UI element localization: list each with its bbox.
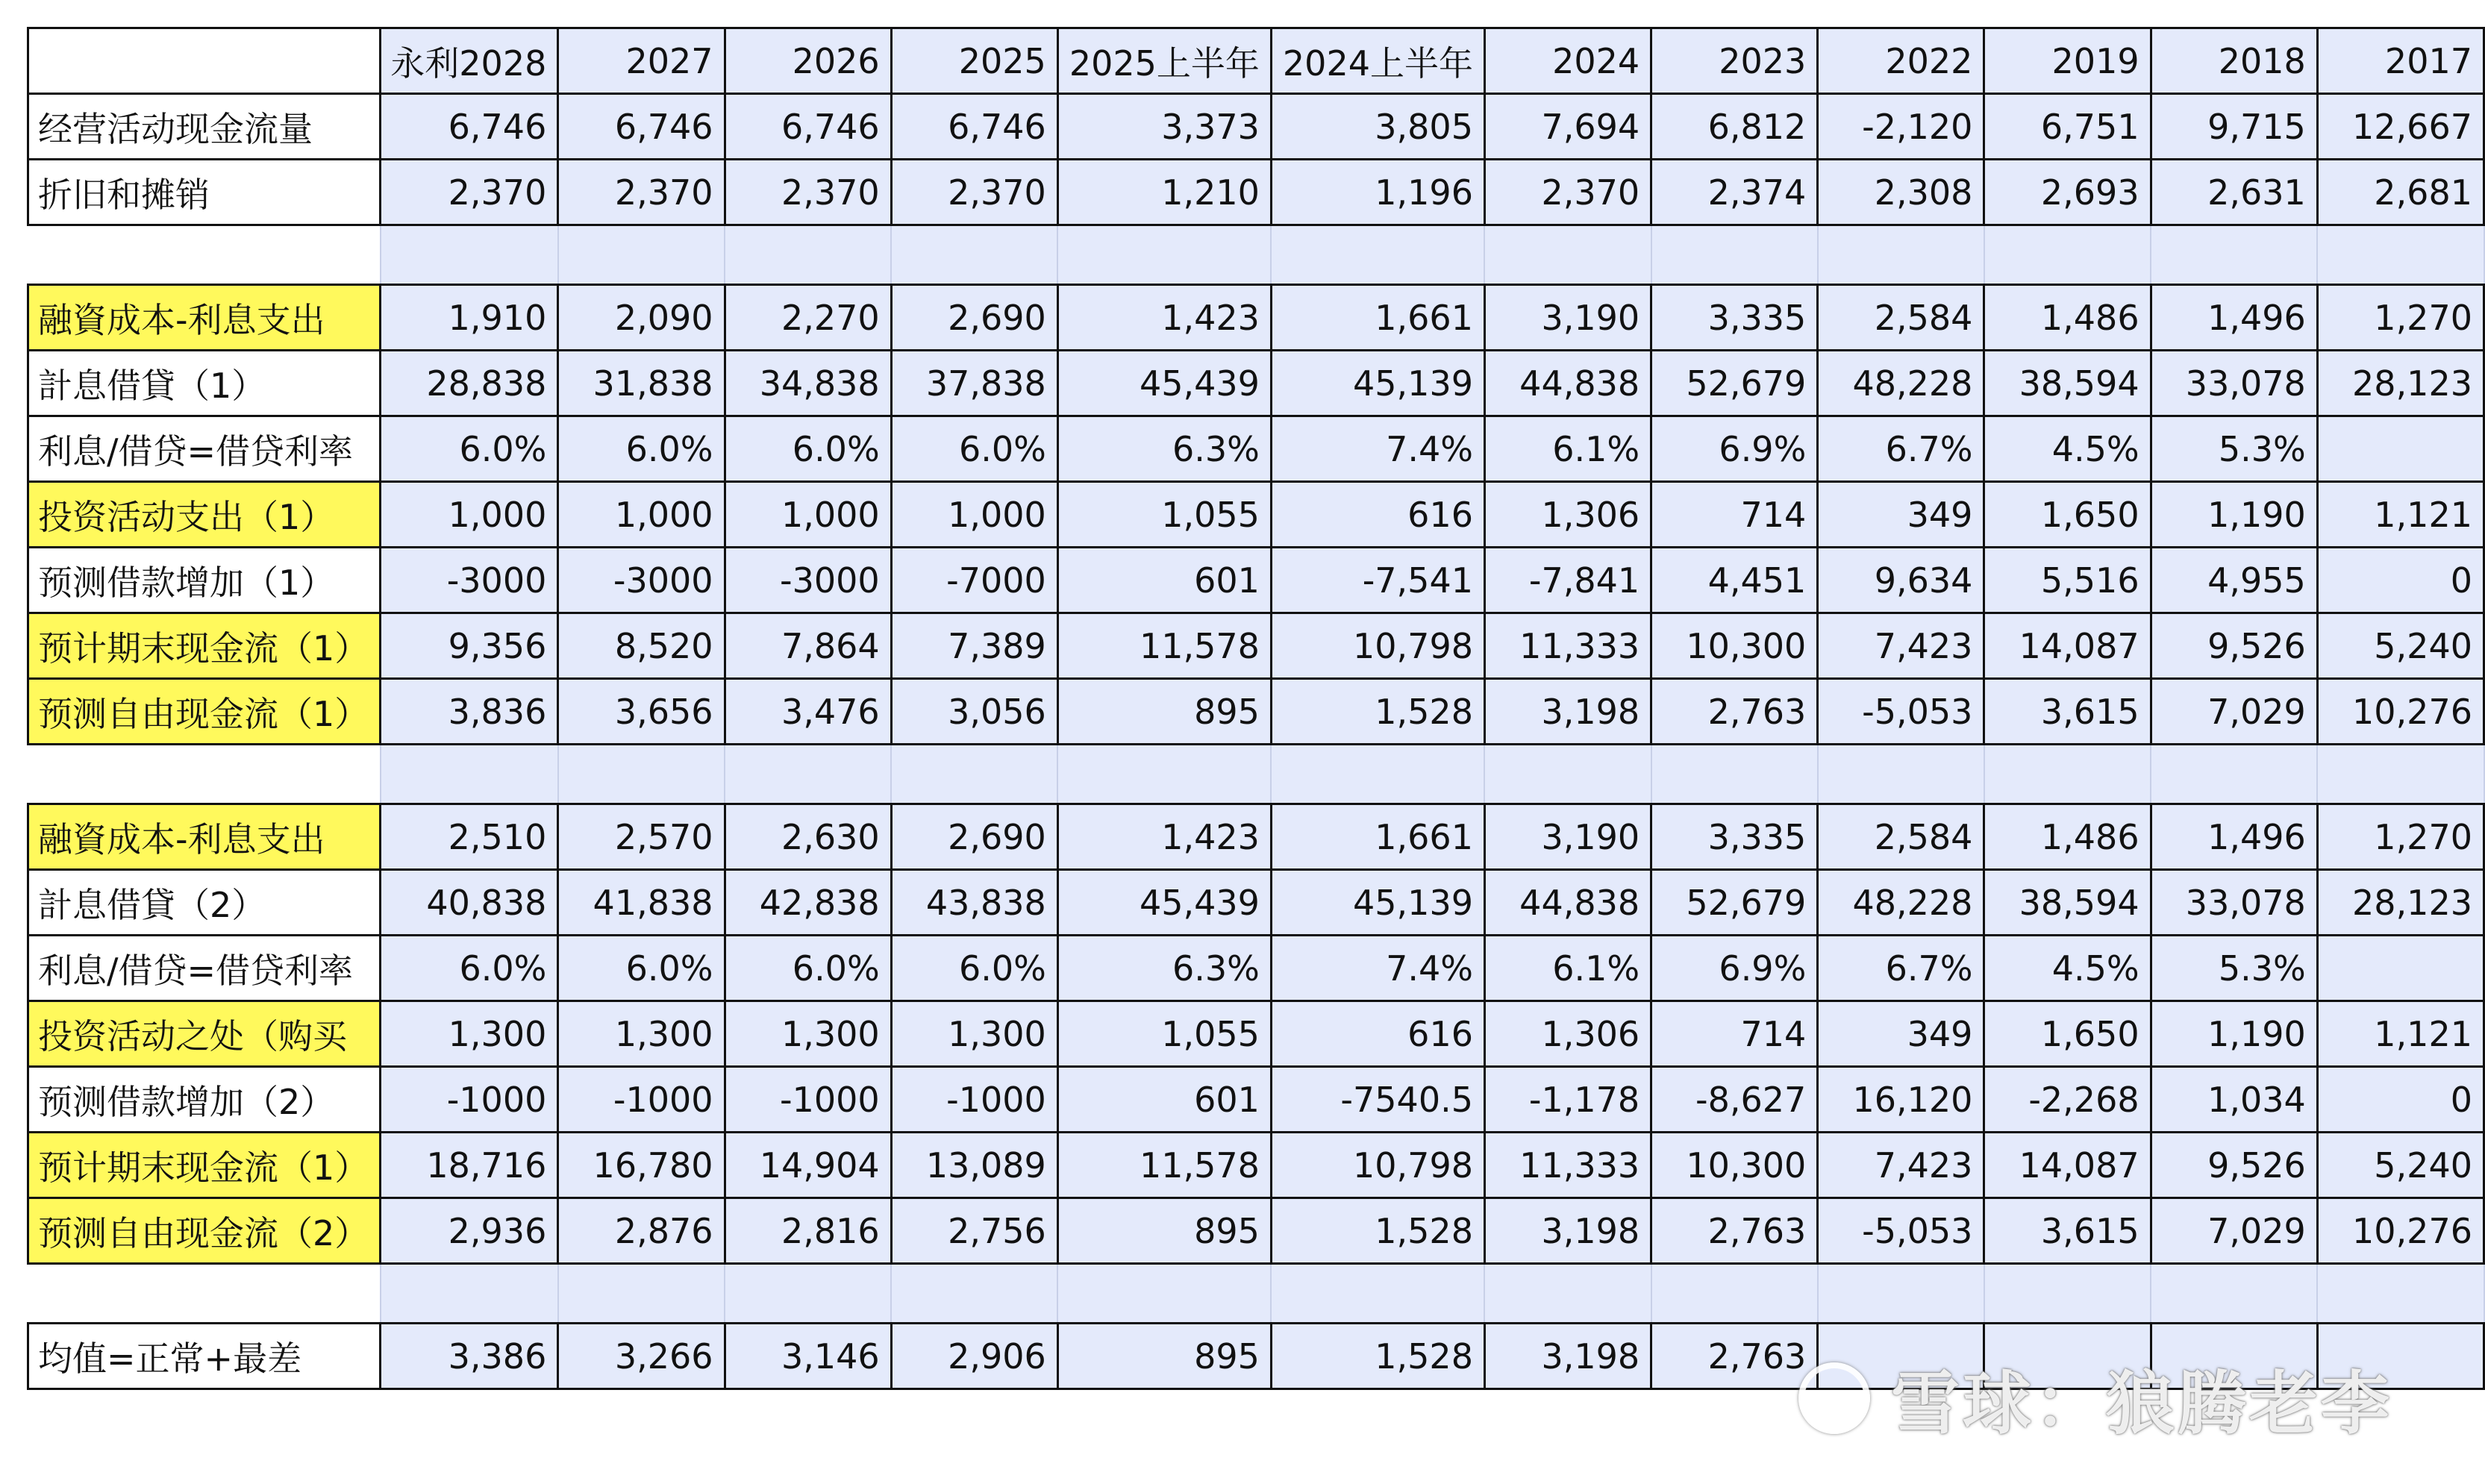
value-cell[interactable]: 7,029 xyxy=(2151,679,2317,745)
value-cell[interactable]: 6.0% xyxy=(558,936,725,1001)
watermark-separator: ： xyxy=(2034,1364,2107,1444)
value-cell[interactable]: -7000 xyxy=(891,548,1057,613)
value-cell[interactable]: 10,798 xyxy=(1271,613,1484,679)
value-cell[interactable]: 2,763 xyxy=(1651,1198,1818,1264)
empty-cell[interactable] xyxy=(1984,1264,2151,1324)
value-cell[interactable]: 2,584 xyxy=(1818,804,1984,870)
empty-cell[interactable] xyxy=(1271,225,1484,285)
value-cell[interactable]: 3,615 xyxy=(1984,1198,2151,1264)
value-cell[interactable]: 3,198 xyxy=(1484,1198,1651,1264)
value-cell[interactable]: 6.0% xyxy=(725,936,891,1001)
value-cell[interactable]: 38,594 xyxy=(1984,351,2151,416)
value-cell[interactable]: 7,389 xyxy=(891,613,1057,679)
empty-cell[interactable] xyxy=(28,1264,381,1324)
empty-cell[interactable] xyxy=(381,745,558,804)
value-cell[interactable]: 9,526 xyxy=(2151,1133,2317,1198)
value-cell[interactable]: 349 xyxy=(1818,1001,1984,1067)
value-cell[interactable]: 3,805 xyxy=(1271,94,1484,160)
value-cell[interactable]: 1,000 xyxy=(725,482,891,548)
value-cell[interactable]: 2,370 xyxy=(1484,160,1651,225)
value-cell[interactable]: 16,120 xyxy=(1818,1067,1984,1133)
value-cell[interactable]: 3,198 xyxy=(1484,1324,1651,1389)
value-cell[interactable]: 5.3% xyxy=(2151,416,2317,482)
value-cell[interactable]: 3,056 xyxy=(891,679,1057,745)
value-cell[interactable]: 2,370 xyxy=(891,160,1057,225)
value-cell[interactable]: 2,756 xyxy=(891,1198,1057,1264)
value-cell[interactable]: 8,520 xyxy=(558,613,725,679)
row-label[interactable]: 利息/借贷=借贷利率 xyxy=(28,936,381,1001)
blank-row xyxy=(28,745,2484,804)
empty-cell[interactable] xyxy=(1057,745,1271,804)
value-cell[interactable]: 2,308 xyxy=(1818,160,1984,225)
value-cell[interactable]: 6.0% xyxy=(891,416,1057,482)
value-cell[interactable]: 2,370 xyxy=(725,160,891,225)
empty-cell[interactable] xyxy=(558,225,725,285)
value-cell[interactable]: 9,715 xyxy=(2151,94,2317,160)
value-cell[interactable]: 616 xyxy=(1271,1001,1484,1067)
value-cell[interactable]: -3000 xyxy=(725,548,891,613)
column-header[interactable]: 2024 xyxy=(1484,28,1651,94)
column-header[interactable]: 2023 xyxy=(1651,28,1818,94)
value-cell[interactable]: 2,370 xyxy=(558,160,725,225)
value-cell[interactable]: 42,838 xyxy=(725,870,891,936)
value-cell[interactable]: 11,578 xyxy=(1057,1133,1271,1198)
value-cell[interactable]: 3,373 xyxy=(1057,94,1271,160)
value-cell[interactable]: 2,906 xyxy=(891,1324,1057,1389)
value-cell[interactable]: 5,240 xyxy=(2317,1133,2484,1198)
watermark xyxy=(1798,1349,2392,1447)
empty-cell[interactable] xyxy=(1651,225,1818,285)
value-cell[interactable]: -3000 xyxy=(558,548,725,613)
empty-cell[interactable] xyxy=(2317,745,2484,804)
value-cell[interactable]: 6.7% xyxy=(1818,416,1984,482)
value-cell[interactable]: 1,055 xyxy=(1057,482,1271,548)
value-cell[interactable]: 6.3% xyxy=(1057,416,1271,482)
table-row xyxy=(28,1001,2484,1067)
row-label[interactable]: 预测自由现金流（2） xyxy=(28,1198,381,1264)
value-cell[interactable]: 895 xyxy=(1057,679,1271,745)
value-cell[interactable]: 601 xyxy=(1057,1067,1271,1133)
empty-cell[interactable] xyxy=(2151,745,2317,804)
value-cell[interactable]: 1,423 xyxy=(1057,285,1271,351)
table-row xyxy=(28,870,2484,936)
value-cell[interactable]: 3,146 xyxy=(725,1324,891,1389)
value-cell[interactable]: 1,300 xyxy=(725,1001,891,1067)
value-cell[interactable]: 37,838 xyxy=(891,351,1057,416)
value-cell[interactable]: 6,751 xyxy=(1984,94,2151,160)
value-cell[interactable]: 1,300 xyxy=(558,1001,725,1067)
value-cell[interactable]: 3,190 xyxy=(1484,804,1651,870)
value-cell[interactable]: 1,661 xyxy=(1271,285,1484,351)
value-cell[interactable]: 10,276 xyxy=(2317,1198,2484,1264)
empty-cell[interactable] xyxy=(725,745,891,804)
value-cell[interactable]: 3,386 xyxy=(381,1324,558,1389)
value-cell[interactable]: -7,541 xyxy=(1271,548,1484,613)
value-cell[interactable]: 2,630 xyxy=(725,804,891,870)
value-cell[interactable]: 1,034 xyxy=(2151,1067,2317,1133)
value-cell[interactable]: 10,276 xyxy=(2317,679,2484,745)
empty-cell[interactable] xyxy=(725,225,891,285)
empty-cell[interactable] xyxy=(1984,745,2151,804)
value-cell[interactable]: 1,270 xyxy=(2317,804,2484,870)
empty-cell[interactable] xyxy=(2151,1264,2317,1324)
empty-cell[interactable] xyxy=(558,745,725,804)
value-cell[interactable]: 1,496 xyxy=(2151,804,2317,870)
row-label[interactable]: 预测借款增加（1） xyxy=(28,548,381,613)
value-cell[interactable]: 6.0% xyxy=(725,416,891,482)
value-cell[interactable]: 4,451 xyxy=(1651,548,1818,613)
value-cell[interactable]: 6.0% xyxy=(558,416,725,482)
table-row xyxy=(28,804,2484,870)
table-row xyxy=(28,351,2484,416)
value-cell[interactable]: 1,910 xyxy=(381,285,558,351)
value-cell[interactable]: -7540.5 xyxy=(1271,1067,1484,1133)
value-cell[interactable]: -1000 xyxy=(891,1067,1057,1133)
empty-cell[interactable] xyxy=(891,745,1057,804)
value-cell[interactable]: 1,300 xyxy=(891,1001,1057,1067)
value-cell[interactable]: 1,650 xyxy=(1984,482,2151,548)
column-header[interactable]: 2025 xyxy=(891,28,1057,94)
value-cell[interactable]: 45,139 xyxy=(1271,870,1484,936)
value-cell[interactable]: 6.0% xyxy=(381,936,558,1001)
value-cell[interactable]: 31,838 xyxy=(558,351,725,416)
value-cell[interactable]: 2,681 xyxy=(2317,160,2484,225)
value-cell[interactable]: 895 xyxy=(1057,1198,1271,1264)
column-header[interactable]: 2025上半年 xyxy=(1057,28,1271,94)
value-cell[interactable]: 1,650 xyxy=(1984,1001,2151,1067)
empty-cell[interactable] xyxy=(1818,745,1984,804)
value-cell[interactable]: 28,123 xyxy=(2317,870,2484,936)
value-cell[interactable]: 2,763 xyxy=(1651,679,1818,745)
row-label[interactable]: 投资活动支出（1） xyxy=(28,482,381,548)
value-cell[interactable]: 11,333 xyxy=(1484,613,1651,679)
value-cell[interactable]: 2,570 xyxy=(558,804,725,870)
empty-cell[interactable] xyxy=(2317,225,2484,285)
value-cell[interactable]: 7.4% xyxy=(1271,416,1484,482)
table-row xyxy=(28,613,2484,679)
value-cell[interactable]: 3,198 xyxy=(1484,679,1651,745)
value-cell[interactable]: 7,423 xyxy=(1818,613,1984,679)
value-cell[interactable]: 7,694 xyxy=(1484,94,1651,160)
empty-cell[interactable] xyxy=(1651,1264,1818,1324)
column-header[interactable]: 永利2028 xyxy=(381,28,558,94)
value-cell[interactable]: 3,615 xyxy=(1984,679,2151,745)
value-cell[interactable]: -5,053 xyxy=(1818,679,1984,745)
row-label[interactable]: 投资活动之处（购买 xyxy=(28,1001,381,1067)
value-cell[interactable]: 2,374 xyxy=(1651,160,1818,225)
value-cell[interactable] xyxy=(2317,416,2484,482)
value-cell[interactable]: 41,838 xyxy=(558,870,725,936)
value-cell[interactable]: 2,690 xyxy=(891,804,1057,870)
value-cell[interactable]: 6.1% xyxy=(1484,936,1651,1001)
snowball-logo-icon xyxy=(1798,1362,1870,1434)
value-cell[interactable]: 38,594 xyxy=(1984,870,2151,936)
value-cell[interactable]: 2,270 xyxy=(725,285,891,351)
value-cell[interactable]: 3,266 xyxy=(558,1324,725,1389)
empty-cell[interactable] xyxy=(1271,745,1484,804)
value-cell[interactable]: 6.1% xyxy=(1484,416,1651,482)
corner-cell[interactable] xyxy=(28,28,381,94)
blank-row xyxy=(28,225,2484,285)
value-cell[interactable]: 2,370 xyxy=(381,160,558,225)
value-cell[interactable]: 6,746 xyxy=(725,94,891,160)
table-row xyxy=(28,936,2484,1001)
value-cell[interactable]: 13,089 xyxy=(891,1133,1057,1198)
value-cell[interactable]: -2,268 xyxy=(1984,1067,2151,1133)
value-cell[interactable]: 14,087 xyxy=(1984,613,2151,679)
value-cell[interactable]: 4.5% xyxy=(1984,936,2151,1001)
row-label[interactable]: 折旧和摊销 xyxy=(28,160,381,225)
value-cell[interactable]: 6,746 xyxy=(891,94,1057,160)
value-cell[interactable]: 6.9% xyxy=(1651,936,1818,1001)
value-cell[interactable]: 2,690 xyxy=(891,285,1057,351)
empty-cell[interactable] xyxy=(1818,1264,1984,1324)
value-cell[interactable]: 2,816 xyxy=(725,1198,891,1264)
empty-cell[interactable] xyxy=(381,225,558,285)
value-cell[interactable]: 5.3% xyxy=(2151,936,2317,1001)
value-cell[interactable]: 1,270 xyxy=(2317,285,2484,351)
row-label[interactable]: 融資成本-利息支出 xyxy=(28,804,381,870)
value-cell[interactable]: 45,439 xyxy=(1057,351,1271,416)
value-cell[interactable]: 7,864 xyxy=(725,613,891,679)
empty-cell[interactable] xyxy=(1818,225,1984,285)
value-cell[interactable]: 1,306 xyxy=(1484,1001,1651,1067)
value-cell[interactable]: 52,679 xyxy=(1651,870,1818,936)
value-cell[interactable]: 1,300 xyxy=(381,1001,558,1067)
value-cell[interactable]: 45,139 xyxy=(1271,351,1484,416)
empty-cell[interactable] xyxy=(2151,225,2317,285)
value-cell[interactable]: 895 xyxy=(1057,1324,1271,1389)
value-cell[interactable]: 6,812 xyxy=(1651,94,1818,160)
empty-cell[interactable] xyxy=(381,1264,558,1324)
value-cell[interactable]: 1,528 xyxy=(1271,679,1484,745)
value-cell[interactable]: 43,838 xyxy=(891,870,1057,936)
row-label[interactable]: 均值=正常+最差 xyxy=(28,1324,381,1389)
value-cell[interactable]: -1,178 xyxy=(1484,1067,1651,1133)
value-cell[interactable]: 44,838 xyxy=(1484,870,1651,936)
value-cell[interactable]: -5,053 xyxy=(1818,1198,1984,1264)
value-cell[interactable]: 16,780 xyxy=(558,1133,725,1198)
value-cell[interactable]: 14,087 xyxy=(1984,1133,2151,1198)
column-header[interactable]: 2027 xyxy=(558,28,725,94)
value-cell[interactable]: 1,423 xyxy=(1057,804,1271,870)
value-cell[interactable]: 3,836 xyxy=(381,679,558,745)
value-cell[interactable]: 714 xyxy=(1651,482,1818,548)
value-cell[interactable]: -1000 xyxy=(558,1067,725,1133)
column-header[interactable]: 2018 xyxy=(2151,28,2317,94)
empty-cell[interactable] xyxy=(725,1264,891,1324)
row-label[interactable]: 計息借貸（2） xyxy=(28,870,381,936)
value-cell[interactable]: 6,746 xyxy=(381,94,558,160)
value-cell[interactable] xyxy=(2317,936,2484,1001)
value-cell[interactable]: 2,936 xyxy=(381,1198,558,1264)
watermark-brand: 雪球 xyxy=(1891,1364,2035,1444)
empty-cell[interactable] xyxy=(891,225,1057,285)
value-cell[interactable]: 0 xyxy=(2317,1067,2484,1133)
value-cell[interactable]: 1,121 xyxy=(2317,482,2484,548)
value-cell[interactable]: 1,055 xyxy=(1057,1001,1271,1067)
watermark-author: 狼腾老李 xyxy=(2106,1364,2393,1444)
column-header[interactable]: 2024上半年 xyxy=(1271,28,1484,94)
value-cell[interactable]: 33,078 xyxy=(2151,351,2317,416)
value-cell[interactable]: -3000 xyxy=(381,548,558,613)
value-cell[interactable]: 52,679 xyxy=(1651,351,1818,416)
row-label[interactable]: 预测借款增加（2） xyxy=(28,1067,381,1133)
value-cell[interactable]: 1,190 xyxy=(2151,1001,2317,1067)
value-cell[interactable]: 9,634 xyxy=(1818,548,1984,613)
empty-cell[interactable] xyxy=(1484,745,1651,804)
value-cell[interactable]: 9,356 xyxy=(381,613,558,679)
value-cell[interactable]: 9,526 xyxy=(2151,613,2317,679)
value-cell[interactable]: 6.7% xyxy=(1818,936,1984,1001)
column-header[interactable]: 2017 xyxy=(2317,28,2484,94)
value-cell[interactable]: 2,876 xyxy=(558,1198,725,1264)
value-cell[interactable]: 7.4% xyxy=(1271,936,1484,1001)
value-cell[interactable]: 1,528 xyxy=(1271,1198,1484,1264)
row-label[interactable]: 预测自由现金流（1） xyxy=(28,679,381,745)
table-row xyxy=(28,679,2484,745)
value-cell[interactable]: 349 xyxy=(1818,482,1984,548)
value-cell[interactable]: 1,486 xyxy=(1984,804,2151,870)
value-cell[interactable]: 2,763 xyxy=(1651,1324,1818,1389)
table-row xyxy=(28,1067,2484,1133)
value-cell[interactable]: 48,228 xyxy=(1818,351,1984,416)
value-cell[interactable]: 7,423 xyxy=(1818,1133,1984,1198)
value-cell[interactable]: 10,798 xyxy=(1271,1133,1484,1198)
table-row xyxy=(28,482,2484,548)
value-cell[interactable]: 14,904 xyxy=(725,1133,891,1198)
empty-cell[interactable] xyxy=(28,745,381,804)
value-cell[interactable]: 48,228 xyxy=(1818,870,1984,936)
value-cell[interactable]: 5,240 xyxy=(2317,613,2484,679)
value-cell[interactable]: 7,029 xyxy=(2151,1198,2317,1264)
value-cell[interactable]: 45,439 xyxy=(1057,870,1271,936)
value-cell[interactable]: 1,486 xyxy=(1984,285,2151,351)
value-cell[interactable]: 2,631 xyxy=(2151,160,2317,225)
value-cell[interactable]: 0 xyxy=(2317,548,2484,613)
value-cell[interactable]: 12,667 xyxy=(2317,94,2484,160)
value-cell[interactable]: 2,693 xyxy=(1984,160,2151,225)
value-cell[interactable]: 6.9% xyxy=(1651,416,1818,482)
value-cell[interactable]: 1,496 xyxy=(2151,285,2317,351)
value-cell[interactable]: 2,090 xyxy=(558,285,725,351)
column-header[interactable]: 2019 xyxy=(1984,28,2151,94)
table-row xyxy=(28,94,2484,160)
value-cell[interactable]: 1,000 xyxy=(381,482,558,548)
row-label[interactable]: 预计期末现金流（1） xyxy=(28,1133,381,1198)
value-cell[interactable]: 40,838 xyxy=(381,870,558,936)
value-cell[interactable]: 6.0% xyxy=(381,416,558,482)
value-cell[interactable]: 1,210 xyxy=(1057,160,1271,225)
value-cell[interactable]: 1,528 xyxy=(1271,1324,1484,1389)
empty-cell[interactable] xyxy=(1057,1264,1271,1324)
value-cell[interactable]: 6,746 xyxy=(558,94,725,160)
value-cell[interactable]: 11,578 xyxy=(1057,613,1271,679)
value-cell[interactable]: 1,000 xyxy=(891,482,1057,548)
header-row xyxy=(28,28,2484,94)
value-cell[interactable]: -2,120 xyxy=(1818,94,1984,160)
row-label[interactable]: 利息/借贷=借贷利率 xyxy=(28,416,381,482)
value-cell[interactable]: -8,627 xyxy=(1651,1067,1818,1133)
value-cell[interactable]: 1,196 xyxy=(1271,160,1484,225)
table-row xyxy=(28,1133,2484,1198)
row-label[interactable]: 融資成本-利息支出 xyxy=(28,285,381,351)
blank-row xyxy=(28,1264,2484,1324)
value-cell[interactable]: 33,078 xyxy=(2151,870,2317,936)
value-cell[interactable]: 6.0% xyxy=(891,936,1057,1001)
column-header[interactable]: 2026 xyxy=(725,28,891,94)
value-cell[interactable]: 3,476 xyxy=(725,679,891,745)
empty-cell[interactable] xyxy=(28,225,381,285)
value-cell[interactable]: 1,306 xyxy=(1484,482,1651,548)
column-header[interactable]: 2022 xyxy=(1818,28,1984,94)
empty-cell[interactable] xyxy=(1484,1264,1651,1324)
value-cell[interactable]: 10,300 xyxy=(1651,613,1818,679)
empty-cell[interactable] xyxy=(2317,1264,2484,1324)
table-row xyxy=(28,1198,2484,1264)
value-cell[interactable]: 3,335 xyxy=(1651,804,1818,870)
value-cell[interactable]: 28,123 xyxy=(2317,351,2484,416)
value-cell[interactable]: 18,716 xyxy=(381,1133,558,1198)
value-cell[interactable]: 3,335 xyxy=(1651,285,1818,351)
value-cell[interactable]: 616 xyxy=(1271,482,1484,548)
empty-cell[interactable] xyxy=(1984,225,2151,285)
empty-cell[interactable] xyxy=(1271,1264,1484,1324)
spreadsheet-table xyxy=(27,27,2485,1390)
row-label[interactable]: 预计期末现金流（1） xyxy=(28,613,381,679)
row-label[interactable]: 計息借貸（1） xyxy=(28,351,381,416)
value-cell[interactable]: 5,516 xyxy=(1984,548,2151,613)
value-cell[interactable]: 1,121 xyxy=(2317,1001,2484,1067)
value-cell[interactable]: 1,190 xyxy=(2151,482,2317,548)
value-cell[interactable]: 10,300 xyxy=(1651,1133,1818,1198)
table-row xyxy=(28,416,2484,482)
empty-cell[interactable] xyxy=(1484,225,1651,285)
value-cell[interactable]: 44,838 xyxy=(1484,351,1651,416)
empty-cell[interactable] xyxy=(558,1264,725,1324)
empty-cell[interactable] xyxy=(891,1264,1057,1324)
value-cell[interactable]: 28,838 xyxy=(381,351,558,416)
table-row xyxy=(28,285,2484,351)
value-cell[interactable]: 3,656 xyxy=(558,679,725,745)
value-cell[interactable]: 4,955 xyxy=(2151,548,2317,613)
value-cell[interactable]: -7,841 xyxy=(1484,548,1651,613)
value-cell[interactable]: 2,510 xyxy=(381,804,558,870)
value-cell[interactable]: 601 xyxy=(1057,548,1271,613)
value-cell[interactable]: 11,333 xyxy=(1484,1133,1651,1198)
value-cell[interactable]: -1000 xyxy=(725,1067,891,1133)
value-cell[interactable]: 4.5% xyxy=(1984,416,2151,482)
empty-cell[interactable] xyxy=(1057,225,1271,285)
value-cell[interactable]: -1000 xyxy=(381,1067,558,1133)
value-cell[interactable]: 714 xyxy=(1651,1001,1818,1067)
table-row xyxy=(28,160,2484,225)
value-cell[interactable]: 1,000 xyxy=(558,482,725,548)
empty-cell[interactable] xyxy=(1651,745,1818,804)
value-cell[interactable]: 2,584 xyxy=(1818,285,1984,351)
value-cell[interactable]: 6.3% xyxy=(1057,936,1271,1001)
value-cell[interactable]: 1,661 xyxy=(1271,804,1484,870)
value-cell[interactable]: 34,838 xyxy=(725,351,891,416)
table-row xyxy=(28,548,2484,613)
row-label[interactable]: 经营活动现金流量 xyxy=(28,94,381,160)
value-cell[interactable]: 3,190 xyxy=(1484,285,1651,351)
